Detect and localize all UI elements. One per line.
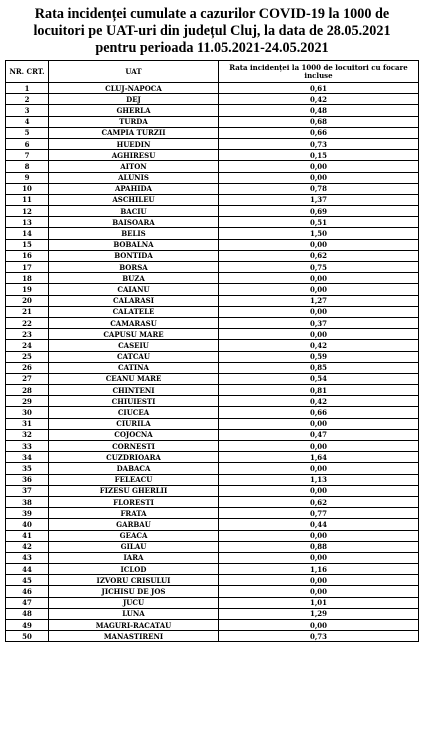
row-number: 50 bbox=[6, 631, 49, 642]
uat-name: GILAU bbox=[49, 541, 219, 552]
incidence-rate: 1,13 bbox=[219, 474, 419, 485]
incidence-rate: 0,15 bbox=[219, 150, 419, 161]
uat-name: COJOCNA bbox=[49, 429, 219, 440]
uat-name: CHIUIESTI bbox=[49, 396, 219, 407]
row-number: 45 bbox=[6, 575, 49, 586]
table-row bbox=[6, 463, 419, 474]
incidence-rate: 0,00 bbox=[219, 441, 419, 452]
uat-name: JUCU bbox=[49, 597, 219, 608]
table-row bbox=[6, 295, 419, 306]
uat-name: CALATELE bbox=[49, 306, 219, 317]
uat-name: CAPUSU MARE bbox=[49, 329, 219, 340]
row-number: 3 bbox=[6, 105, 49, 116]
row-number: 31 bbox=[6, 418, 49, 429]
table-row bbox=[6, 597, 419, 608]
table-row bbox=[6, 239, 419, 250]
incidence-rate: 0,37 bbox=[219, 317, 419, 328]
row-number: 2 bbox=[6, 94, 49, 105]
uat-name: GEACA bbox=[49, 530, 219, 541]
table-row bbox=[6, 418, 419, 429]
row-number: 16 bbox=[6, 250, 49, 261]
uat-name: CORNESTI bbox=[49, 441, 219, 452]
uat-name: CALARASI bbox=[49, 295, 219, 306]
incidence-rate: 0,54 bbox=[219, 373, 419, 384]
table-row bbox=[6, 183, 419, 194]
uat-name: BOBALNA bbox=[49, 239, 219, 250]
uat-name: CAIANU bbox=[49, 284, 219, 295]
uat-name: TURDA bbox=[49, 116, 219, 127]
incidence-rate: 1,16 bbox=[219, 564, 419, 575]
row-number: 14 bbox=[6, 228, 49, 239]
row-number: 40 bbox=[6, 519, 49, 530]
table-row bbox=[6, 329, 419, 340]
row-number: 38 bbox=[6, 496, 49, 507]
uat-name: CASEIU bbox=[49, 340, 219, 351]
row-number: 49 bbox=[6, 620, 49, 631]
table-row bbox=[6, 138, 419, 149]
incidence-rate: 1,37 bbox=[219, 194, 419, 205]
incidence-rate: 1,01 bbox=[219, 597, 419, 608]
uat-name: CATCAU bbox=[49, 351, 219, 362]
incidence-rate: 0,00 bbox=[219, 552, 419, 563]
incidence-rate: 0,75 bbox=[219, 262, 419, 273]
row-number: 44 bbox=[6, 564, 49, 575]
uat-name: BAISOARA bbox=[49, 217, 219, 228]
table-row bbox=[6, 83, 419, 94]
row-number: 15 bbox=[6, 239, 49, 250]
table-row bbox=[6, 519, 419, 530]
row-number: 28 bbox=[6, 385, 49, 396]
row-number: 37 bbox=[6, 485, 49, 496]
header-nr-crt: NR. CRT. bbox=[6, 61, 49, 83]
table-row bbox=[6, 474, 419, 485]
row-number: 5 bbox=[6, 127, 49, 138]
row-number: 43 bbox=[6, 552, 49, 563]
row-number: 24 bbox=[6, 340, 49, 351]
incidence-rate: 0,00 bbox=[219, 273, 419, 284]
uat-name: DEJ bbox=[49, 94, 219, 105]
uat-name: ASCHILEU bbox=[49, 194, 219, 205]
table-body bbox=[6, 83, 419, 642]
incidence-rate: 0,66 bbox=[219, 127, 419, 138]
incidence-rate: 0,42 bbox=[219, 340, 419, 351]
row-number: 36 bbox=[6, 474, 49, 485]
table-row bbox=[6, 194, 419, 205]
header-uat: UAT bbox=[49, 61, 219, 83]
table-row bbox=[6, 620, 419, 631]
incidence-rate: 0,00 bbox=[219, 284, 419, 295]
document-title bbox=[0, 6, 424, 57]
incidence-rate: 0,42 bbox=[219, 396, 419, 407]
incidence-rate: 0,00 bbox=[219, 306, 419, 317]
table-row bbox=[6, 351, 419, 362]
table-row bbox=[6, 306, 419, 317]
table-row bbox=[6, 127, 419, 138]
table-row bbox=[6, 172, 419, 183]
table-row bbox=[6, 575, 419, 586]
incidence-rate: 1,27 bbox=[219, 295, 419, 306]
uat-name: FRATA bbox=[49, 508, 219, 519]
incidence-rate: 0,00 bbox=[219, 418, 419, 429]
header-incidence-rate: Rata incidenței la 1000 de locuitori cu focare incluse bbox=[219, 61, 419, 83]
table-row bbox=[6, 116, 419, 127]
row-number: 13 bbox=[6, 217, 49, 228]
incidence-rate: 0,51 bbox=[219, 217, 419, 228]
uat-name: FLORESTI bbox=[49, 496, 219, 507]
incidence-rate: 0,73 bbox=[219, 138, 419, 149]
row-number: 18 bbox=[6, 273, 49, 284]
incidence-rate: 0,59 bbox=[219, 351, 419, 362]
uat-name: FIZESU GHERLII bbox=[49, 485, 219, 496]
incidence-rate: 0,00 bbox=[219, 329, 419, 340]
row-number: 17 bbox=[6, 262, 49, 273]
row-number: 7 bbox=[6, 150, 49, 161]
incidence-rate: 0,00 bbox=[219, 586, 419, 597]
row-number: 20 bbox=[6, 295, 49, 306]
table-row bbox=[6, 94, 419, 105]
uat-name: BUZA bbox=[49, 273, 219, 284]
table-row bbox=[6, 407, 419, 418]
row-number: 39 bbox=[6, 508, 49, 519]
uat-name: BELIS bbox=[49, 228, 219, 239]
table-row bbox=[6, 496, 419, 507]
row-number: 42 bbox=[6, 541, 49, 552]
row-number: 4 bbox=[6, 116, 49, 127]
row-number: 32 bbox=[6, 429, 49, 440]
uat-name: CEANU MARE bbox=[49, 373, 219, 384]
title-line-1: Rata incidenței cumulate a cazurilor COVID-19 la 1000 de bbox=[34, 6, 390, 22]
table-header-row bbox=[6, 61, 419, 83]
table-row bbox=[6, 485, 419, 496]
row-number: 23 bbox=[6, 329, 49, 340]
table-row bbox=[6, 385, 419, 396]
uat-name: GARBAU bbox=[49, 519, 219, 530]
uat-name: CATINA bbox=[49, 362, 219, 373]
row-number: 8 bbox=[6, 161, 49, 172]
incidence-rate: 0,88 bbox=[219, 541, 419, 552]
row-number: 33 bbox=[6, 441, 49, 452]
incidence-rate: 0,62 bbox=[219, 250, 419, 261]
table-row bbox=[6, 228, 419, 239]
row-number: 46 bbox=[6, 586, 49, 597]
uat-name: HUEDIN bbox=[49, 138, 219, 149]
incidence-rate: 0,00 bbox=[219, 620, 419, 631]
table-row bbox=[6, 262, 419, 273]
row-number: 9 bbox=[6, 172, 49, 183]
table-row bbox=[6, 586, 419, 597]
row-number: 19 bbox=[6, 284, 49, 295]
row-number: 27 bbox=[6, 373, 49, 384]
uat-name: ICLOD bbox=[49, 564, 219, 575]
incidence-rate: 0,00 bbox=[219, 485, 419, 496]
uat-name: GHERLA bbox=[49, 105, 219, 116]
uat-name: DABACA bbox=[49, 463, 219, 474]
incidence-rate: 0,00 bbox=[219, 575, 419, 586]
incidence-rate: 0,44 bbox=[219, 519, 419, 530]
uat-name: APAHIDA bbox=[49, 183, 219, 194]
incidence-rate: 0,77 bbox=[219, 508, 419, 519]
incidence-table bbox=[5, 60, 419, 642]
table-row bbox=[6, 564, 419, 575]
uat-name: BONTIDA bbox=[49, 250, 219, 261]
uat-name: FELEACU bbox=[49, 474, 219, 485]
uat-name: IARA bbox=[49, 552, 219, 563]
incidence-rate: 0,48 bbox=[219, 105, 419, 116]
table-row bbox=[6, 452, 419, 463]
uat-name: BACIU bbox=[49, 206, 219, 217]
uat-name: CIUCEA bbox=[49, 407, 219, 418]
row-number: 41 bbox=[6, 530, 49, 541]
incidence-rate: 0,69 bbox=[219, 206, 419, 217]
uat-name: CUZDRIOARA bbox=[49, 452, 219, 463]
uat-name: CAMPIA TURZII bbox=[49, 127, 219, 138]
row-number: 11 bbox=[6, 194, 49, 205]
uat-name: LUNA bbox=[49, 608, 219, 619]
table-row bbox=[6, 217, 419, 228]
table-row bbox=[6, 631, 419, 642]
incidence-rate: 0,00 bbox=[219, 161, 419, 172]
uat-name: BORSA bbox=[49, 262, 219, 273]
table-row bbox=[6, 317, 419, 328]
incidence-rate: 0,61 bbox=[219, 83, 419, 94]
table-row bbox=[6, 541, 419, 552]
incidence-rate: 0,68 bbox=[219, 116, 419, 127]
incidence-rate: 1,50 bbox=[219, 228, 419, 239]
table-row bbox=[6, 552, 419, 563]
incidence-rate: 1,64 bbox=[219, 452, 419, 463]
table-row bbox=[6, 441, 419, 452]
uat-name: MANASTIRENI bbox=[49, 631, 219, 642]
uat-name: CIURILA bbox=[49, 418, 219, 429]
row-number: 21 bbox=[6, 306, 49, 317]
row-number: 34 bbox=[6, 452, 49, 463]
incidence-rate: 0,73 bbox=[219, 631, 419, 642]
table-row bbox=[6, 206, 419, 217]
table-row bbox=[6, 508, 419, 519]
uat-name: IZVORU CRISULUI bbox=[49, 575, 219, 586]
uat-name: AGHIRESU bbox=[49, 150, 219, 161]
row-number: 48 bbox=[6, 608, 49, 619]
row-number: 1 bbox=[6, 83, 49, 94]
row-number: 10 bbox=[6, 183, 49, 194]
table-row bbox=[6, 608, 419, 619]
row-number: 12 bbox=[6, 206, 49, 217]
table-row bbox=[6, 396, 419, 407]
incidence-rate: 0,81 bbox=[219, 385, 419, 396]
row-number: 22 bbox=[6, 317, 49, 328]
incidence-rate: 0,42 bbox=[219, 94, 419, 105]
uat-name: CLUJ-NAPOCA bbox=[49, 83, 219, 94]
title-line-2: locuitori pe UAT-uri din județul Cluj, la data de 28.05.2021 bbox=[33, 23, 391, 39]
incidence-rate: 0,66 bbox=[219, 407, 419, 418]
uat-name: CHINTENI bbox=[49, 385, 219, 396]
table-row bbox=[6, 150, 419, 161]
uat-name: MAGURI-RACATAU bbox=[49, 620, 219, 631]
table-row bbox=[6, 373, 419, 384]
row-number: 35 bbox=[6, 463, 49, 474]
title-line-3: pentru perioada 11.05.2021-24.05.2021 bbox=[95, 40, 329, 56]
uat-name: AITON bbox=[49, 161, 219, 172]
row-number: 26 bbox=[6, 362, 49, 373]
table-row bbox=[6, 161, 419, 172]
table-row bbox=[6, 362, 419, 373]
incidence-rate: 0,62 bbox=[219, 496, 419, 507]
table-row bbox=[6, 284, 419, 295]
table-row bbox=[6, 105, 419, 116]
table-row bbox=[6, 273, 419, 284]
table-row bbox=[6, 530, 419, 541]
row-number: 47 bbox=[6, 597, 49, 608]
incidence-rate: 0,00 bbox=[219, 463, 419, 474]
incidence-rate: 0,00 bbox=[219, 239, 419, 250]
incidence-rate: 0,00 bbox=[219, 530, 419, 541]
table-row bbox=[6, 340, 419, 351]
incidence-rate: 0,47 bbox=[219, 429, 419, 440]
table-row bbox=[6, 250, 419, 261]
incidence-rate: 0,00 bbox=[219, 172, 419, 183]
table-row bbox=[6, 429, 419, 440]
incidence-rate: 0,78 bbox=[219, 183, 419, 194]
uat-name: JICHISU DE JOS bbox=[49, 586, 219, 597]
uat-name: CAMARASU bbox=[49, 317, 219, 328]
row-number: 6 bbox=[6, 138, 49, 149]
incidence-rate: 1,29 bbox=[219, 608, 419, 619]
incidence-rate: 0,85 bbox=[219, 362, 419, 373]
row-number: 29 bbox=[6, 396, 49, 407]
row-number: 25 bbox=[6, 351, 49, 362]
uat-name: ALUNIS bbox=[49, 172, 219, 183]
row-number: 30 bbox=[6, 407, 49, 418]
